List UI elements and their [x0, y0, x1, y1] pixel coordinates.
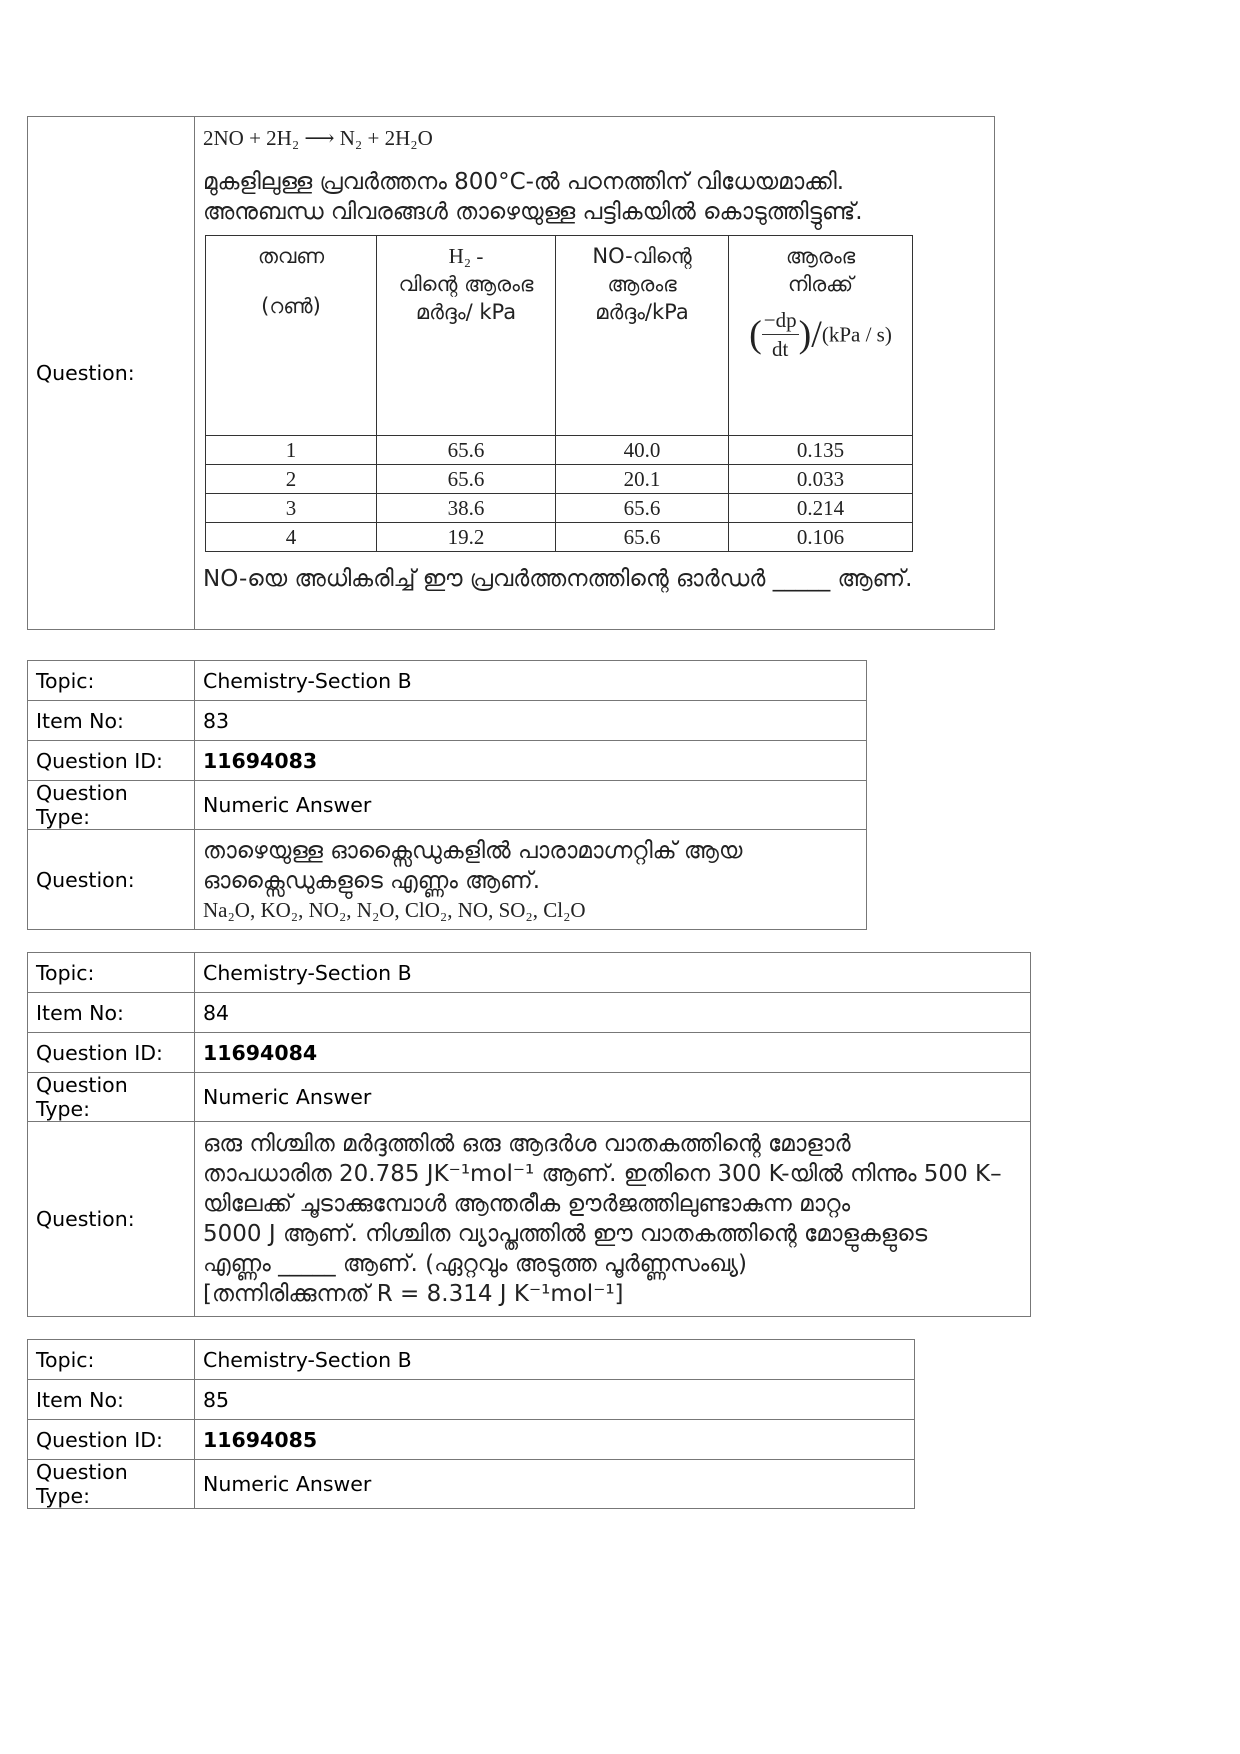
question-83-table	[27, 660, 867, 930]
question-label: Question:	[28, 1122, 195, 1317]
topic-value: Chemistry-Section B	[195, 953, 1031, 993]
topic-value: Chemistry-Section B	[195, 1340, 915, 1380]
header-initial-rate: ആരംഭ നിരക്ക് ( $\frac{-dp}{dt}$ )/(kPa / s)	[729, 236, 913, 436]
topic-label: Topic:	[28, 1340, 195, 1380]
table-row: 2 65.6 20.1 0.033	[206, 465, 913, 494]
question-id-value: 11694085	[195, 1420, 915, 1460]
question-line6: [തന്നിരിക്കുന്നത് R = 8.314 J K⁻¹mol⁻¹]	[203, 1281, 624, 1307]
question-content	[195, 117, 995, 630]
table-row: 4 19.2 65.6 0.106	[206, 523, 913, 552]
table-row: 1 65.6 40.0 0.135	[206, 436, 913, 465]
question-line4: 5000 J ആണ്. നിശ്ചിത വ്യാപ്തത്തിൽ ഈ വാതകത്തിന്റെ മോളുകളുടെ	[203, 1221, 928, 1247]
question-type-value: Numeric Answer	[195, 1073, 1031, 1122]
question-type-value: Numeric Answer	[195, 781, 867, 830]
oxide-list: Na₂O, KO₂, NO₂, N₂O, ClO₂, NO, SO₂, Cl₂O	[203, 897, 586, 922]
question-label: Question:	[28, 830, 195, 930]
question-line3: യിലേക്ക് ചൂടാക്കുമ്പോൾ ആന്തരീക ഊർജത്തിലുണ്ടാകുന്ന മാറ്റം	[203, 1191, 851, 1217]
topic-label: Topic:	[28, 661, 195, 701]
header-no-pressure: NO-വിന്റെ ആരംഭ മർദ്ദം/kPa	[556, 236, 729, 436]
question-content	[195, 1122, 1031, 1317]
question-id-value: 11694084	[195, 1033, 1031, 1073]
rate-data-table	[205, 235, 913, 552]
question-label: Question:	[28, 117, 195, 630]
header-h2-pressure: H₂ - വിന്റെ ആരംഭ മർദ്ദം/ kPa	[377, 236, 556, 436]
item-no-value: 84	[195, 993, 1031, 1033]
question-intro-line2: അനുബന്ധ വിവരങ്ങൾ താഴെയുള്ള പട്ടികയിൽ കൊടുത്തിട്ടുണ്ട്.	[203, 199, 863, 225]
question-id-value: 11694083	[195, 741, 867, 781]
question-line1: താഴെയുള്ള ഓക്സൈഡുകളിൽ പാരാമാഗ്നറ്റിക് ആയ	[203, 837, 743, 864]
question-content	[195, 830, 867, 930]
question-line2: താപധാരിത 20.785 JK⁻¹mol⁻¹ ആണ്. ഇതിനെ 300 K-യിൽ നിന്നും 500 K–	[203, 1161, 1002, 1187]
item-no-value: 85	[195, 1380, 915, 1420]
question-id-label: Question ID:	[28, 1033, 195, 1073]
rate-expression: ( $\frac{-dp}{dt}$ )/(kPa / s)	[749, 308, 892, 361]
item-no-label: Item No:	[28, 1380, 195, 1420]
question-82-table	[27, 116, 995, 630]
table-row: 3 38.6 65.6 0.214	[206, 494, 913, 523]
question-line2: ഓക്സൈഡുകളുടെ എണ്ണം ആണ്.	[203, 867, 541, 894]
question-type-value: Numeric Answer	[195, 1460, 915, 1509]
question-type-label: Question Type:	[28, 1460, 195, 1509]
topic-value: Chemistry-Section B	[195, 661, 867, 701]
question-line5: എണ്ണം _____ ആണ്. (ഏറ്റവും അടുത്ത പൂർണ്ണസംഖ്യ)	[203, 1251, 747, 1277]
item-no-label: Item No:	[28, 701, 195, 741]
question-85-table	[27, 1339, 915, 1509]
question-type-label: Question Type:	[28, 1073, 195, 1122]
question-line1: ഒരു നിശ്ചിത മർദ്ദത്തിൽ ഒരു ആദർശ വാതകത്തിന്റെ മോളാർ	[203, 1131, 851, 1157]
header-run: തവണ (റൺ)	[206, 236, 377, 436]
question-type-label: Question Type:	[28, 781, 195, 830]
question-id-label: Question ID:	[28, 1420, 195, 1460]
item-no-label: Item No:	[28, 993, 195, 1033]
reaction-equation: 2NO + 2H₂ ⟶ N₂ + 2H₂O	[203, 126, 433, 150]
question-footer: NO-യെ അധികരിച്ച് ഈ പ്രവർത്തനത്തിന്റെ ഓർഡർ _____ ആണ്.	[203, 566, 913, 592]
question-id-label: Question ID:	[28, 741, 195, 781]
item-no-value: 83	[195, 701, 867, 741]
question-84-table	[27, 952, 1031, 1317]
question-intro-line1: മുകളിലുള്ള പ്രവർത്തനം 800°C-ൽ പഠനത്തിന് വിധേയമാക്കി.	[203, 169, 845, 195]
topic-label: Topic:	[28, 953, 195, 993]
